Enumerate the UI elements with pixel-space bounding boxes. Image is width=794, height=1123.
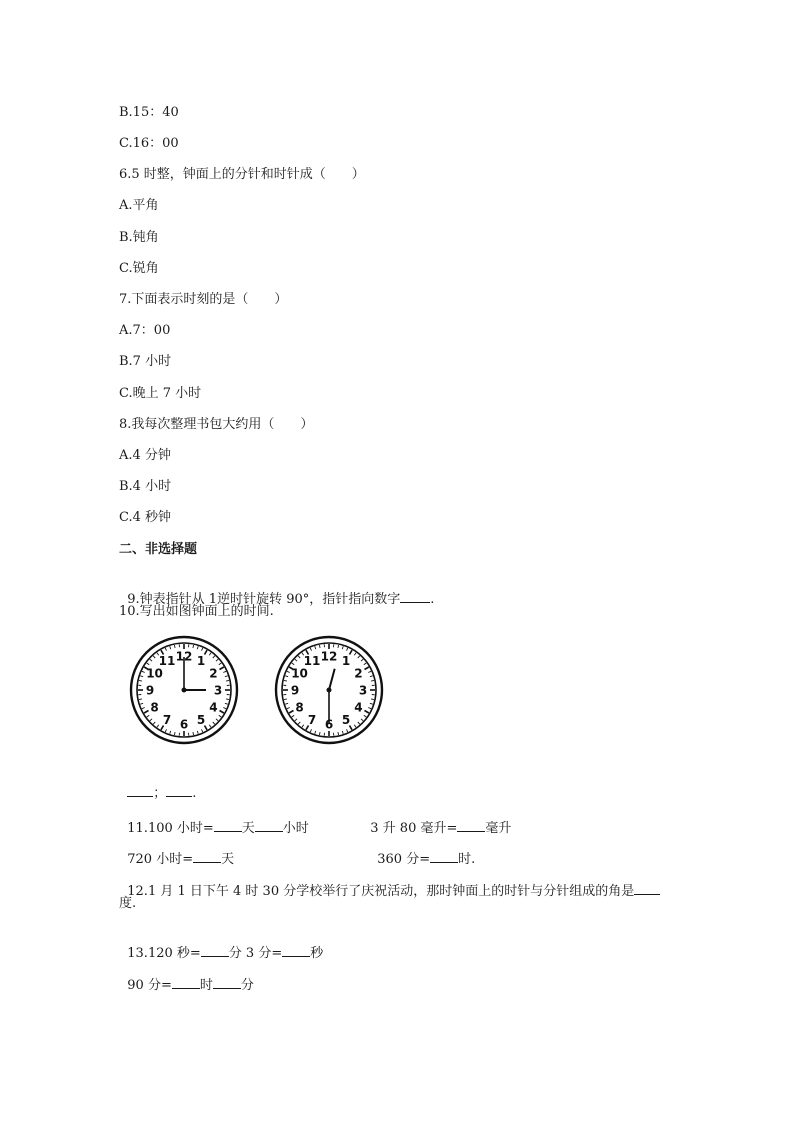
clock-center bbox=[327, 688, 332, 693]
clock-tick bbox=[338, 645, 339, 648]
clock-number: 9 bbox=[290, 683, 300, 698]
q13-text: 13.120 秒= bbox=[127, 946, 201, 961]
clock-number: 10 bbox=[146, 666, 163, 681]
answer-blank[interactable] bbox=[213, 976, 241, 989]
option-7a: A.7：00 bbox=[119, 323, 171, 338]
clock-number: 4 bbox=[209, 700, 218, 715]
clock-tick bbox=[371, 699, 374, 700]
clock-tick bbox=[338, 732, 339, 735]
clock-number: 5 bbox=[196, 712, 206, 727]
clock-tick bbox=[174, 645, 175, 648]
answer-blank[interactable] bbox=[430, 850, 458, 863]
q13-text: 分 3 分= bbox=[228, 946, 283, 961]
question-12-text: 12.1 月 1 日下午 4 时 30 分学校举行了庆祝活动，那时钟面上的时针与分针组成的角是 bbox=[127, 884, 635, 899]
clock-number: 1 bbox=[341, 654, 351, 669]
answer-blank[interactable] bbox=[127, 784, 153, 797]
clock-number: 3 bbox=[213, 683, 223, 698]
question-12 bbox=[119, 864, 660, 901]
q13-text: 秒 bbox=[310, 946, 324, 961]
q11-text: 3 升 80 毫升= bbox=[370, 821, 458, 836]
clock-tick bbox=[226, 680, 229, 681]
option-7c: C.晚上 7 小时 bbox=[119, 386, 202, 401]
clock-2 bbox=[273, 635, 385, 745]
clock-tick bbox=[139, 680, 142, 681]
clock-number: 7 bbox=[307, 712, 317, 727]
answer-separator: ； bbox=[153, 786, 167, 801]
clock-number: 6 bbox=[324, 717, 334, 732]
clock-tick bbox=[174, 732, 175, 735]
option-5c: C.16：00 bbox=[119, 136, 179, 151]
option-6a: A.平角 bbox=[119, 198, 159, 213]
clock-tick bbox=[193, 732, 194, 735]
q11-text: 11.100 小时= bbox=[127, 821, 214, 836]
answer-blank[interactable] bbox=[172, 976, 200, 989]
clock-number: 5 bbox=[341, 712, 351, 727]
q11-text: 天 bbox=[221, 852, 235, 867]
question-9-end: . bbox=[430, 592, 435, 607]
question-7: 7.下面表示时刻的是（ ） bbox=[119, 292, 288, 307]
clock-tick bbox=[284, 680, 287, 681]
clock-number: 4 bbox=[354, 700, 363, 715]
q13-text: 90 分= bbox=[127, 978, 172, 993]
clock-number: 1 bbox=[196, 654, 206, 669]
clock-center bbox=[182, 688, 187, 693]
question-8: 8.我每次整理书包大约用（ ） bbox=[119, 417, 314, 432]
answer-blank[interactable] bbox=[457, 819, 485, 832]
clock-number: 2 bbox=[209, 666, 218, 681]
question-10: 10.写出如图钟面上的时间. bbox=[119, 604, 274, 619]
answer-blank[interactable] bbox=[255, 819, 283, 832]
answer-blank[interactable] bbox=[214, 819, 242, 832]
q11-text: 360 分= bbox=[377, 852, 431, 867]
clock-number: 6 bbox=[179, 717, 189, 732]
option-5b: B.15：40 bbox=[119, 105, 179, 120]
clock-number: 7 bbox=[162, 712, 172, 727]
clock-1 bbox=[128, 635, 240, 745]
question-13-row2 bbox=[119, 958, 254, 995]
clock-number: 9 bbox=[145, 683, 155, 698]
answer-blank[interactable] bbox=[282, 944, 310, 957]
option-8c: C.4 秒钟 bbox=[119, 510, 172, 525]
clock-tick bbox=[319, 732, 320, 735]
q13-text: 时 bbox=[199, 978, 213, 993]
question-10-answers bbox=[119, 766, 196, 803]
clock-number: 11 bbox=[158, 654, 176, 669]
clock-number: 12 bbox=[320, 649, 338, 664]
clock-tick bbox=[371, 680, 374, 681]
answer-blank[interactable] bbox=[201, 944, 229, 957]
question-6: 6.5 时整，钟面上的分针和时针成（ ） bbox=[119, 167, 365, 182]
clock-number: 11 bbox=[303, 654, 321, 669]
clock-tick bbox=[319, 645, 320, 648]
question-12-end: 度. bbox=[119, 896, 137, 911]
answer-blank[interactable] bbox=[634, 882, 660, 895]
clock-number: 3 bbox=[358, 683, 368, 698]
q11-text: 720 小时= bbox=[127, 852, 194, 867]
clock-number: 8 bbox=[150, 700, 159, 715]
clock-tick bbox=[193, 645, 194, 648]
q13-text: 分 bbox=[240, 978, 254, 993]
q11-text: 小时 bbox=[282, 821, 309, 836]
answer-blank[interactable] bbox=[400, 590, 430, 603]
option-8a: A.4 分钟 bbox=[119, 448, 171, 463]
option-7b: B.7 小时 bbox=[119, 354, 172, 369]
q11-text: 毫升 bbox=[485, 821, 512, 836]
clock-number: 12 bbox=[175, 649, 193, 664]
clock-tick bbox=[226, 699, 229, 700]
q11-text: 时. bbox=[458, 852, 476, 867]
clock-number: 8 bbox=[295, 700, 304, 715]
section-heading: 二、非选择题 bbox=[119, 542, 198, 557]
option-8b: B.4 小时 bbox=[119, 479, 172, 494]
answer-end: . bbox=[192, 786, 197, 801]
answer-blank[interactable] bbox=[166, 784, 192, 797]
answer-blank[interactable] bbox=[193, 850, 221, 863]
question-9-text: 9.钟表指针从 1逆时针旋转 90°，指针指向数字 bbox=[127, 592, 401, 607]
option-6c: C.锐角 bbox=[119, 261, 159, 276]
clock-number: 10 bbox=[291, 666, 308, 681]
clock-tick bbox=[139, 699, 142, 700]
clock-tick bbox=[284, 699, 287, 700]
clock-number: 2 bbox=[354, 666, 363, 681]
q11-text: 天 bbox=[241, 821, 255, 836]
option-6b: B.钝角 bbox=[119, 230, 159, 245]
